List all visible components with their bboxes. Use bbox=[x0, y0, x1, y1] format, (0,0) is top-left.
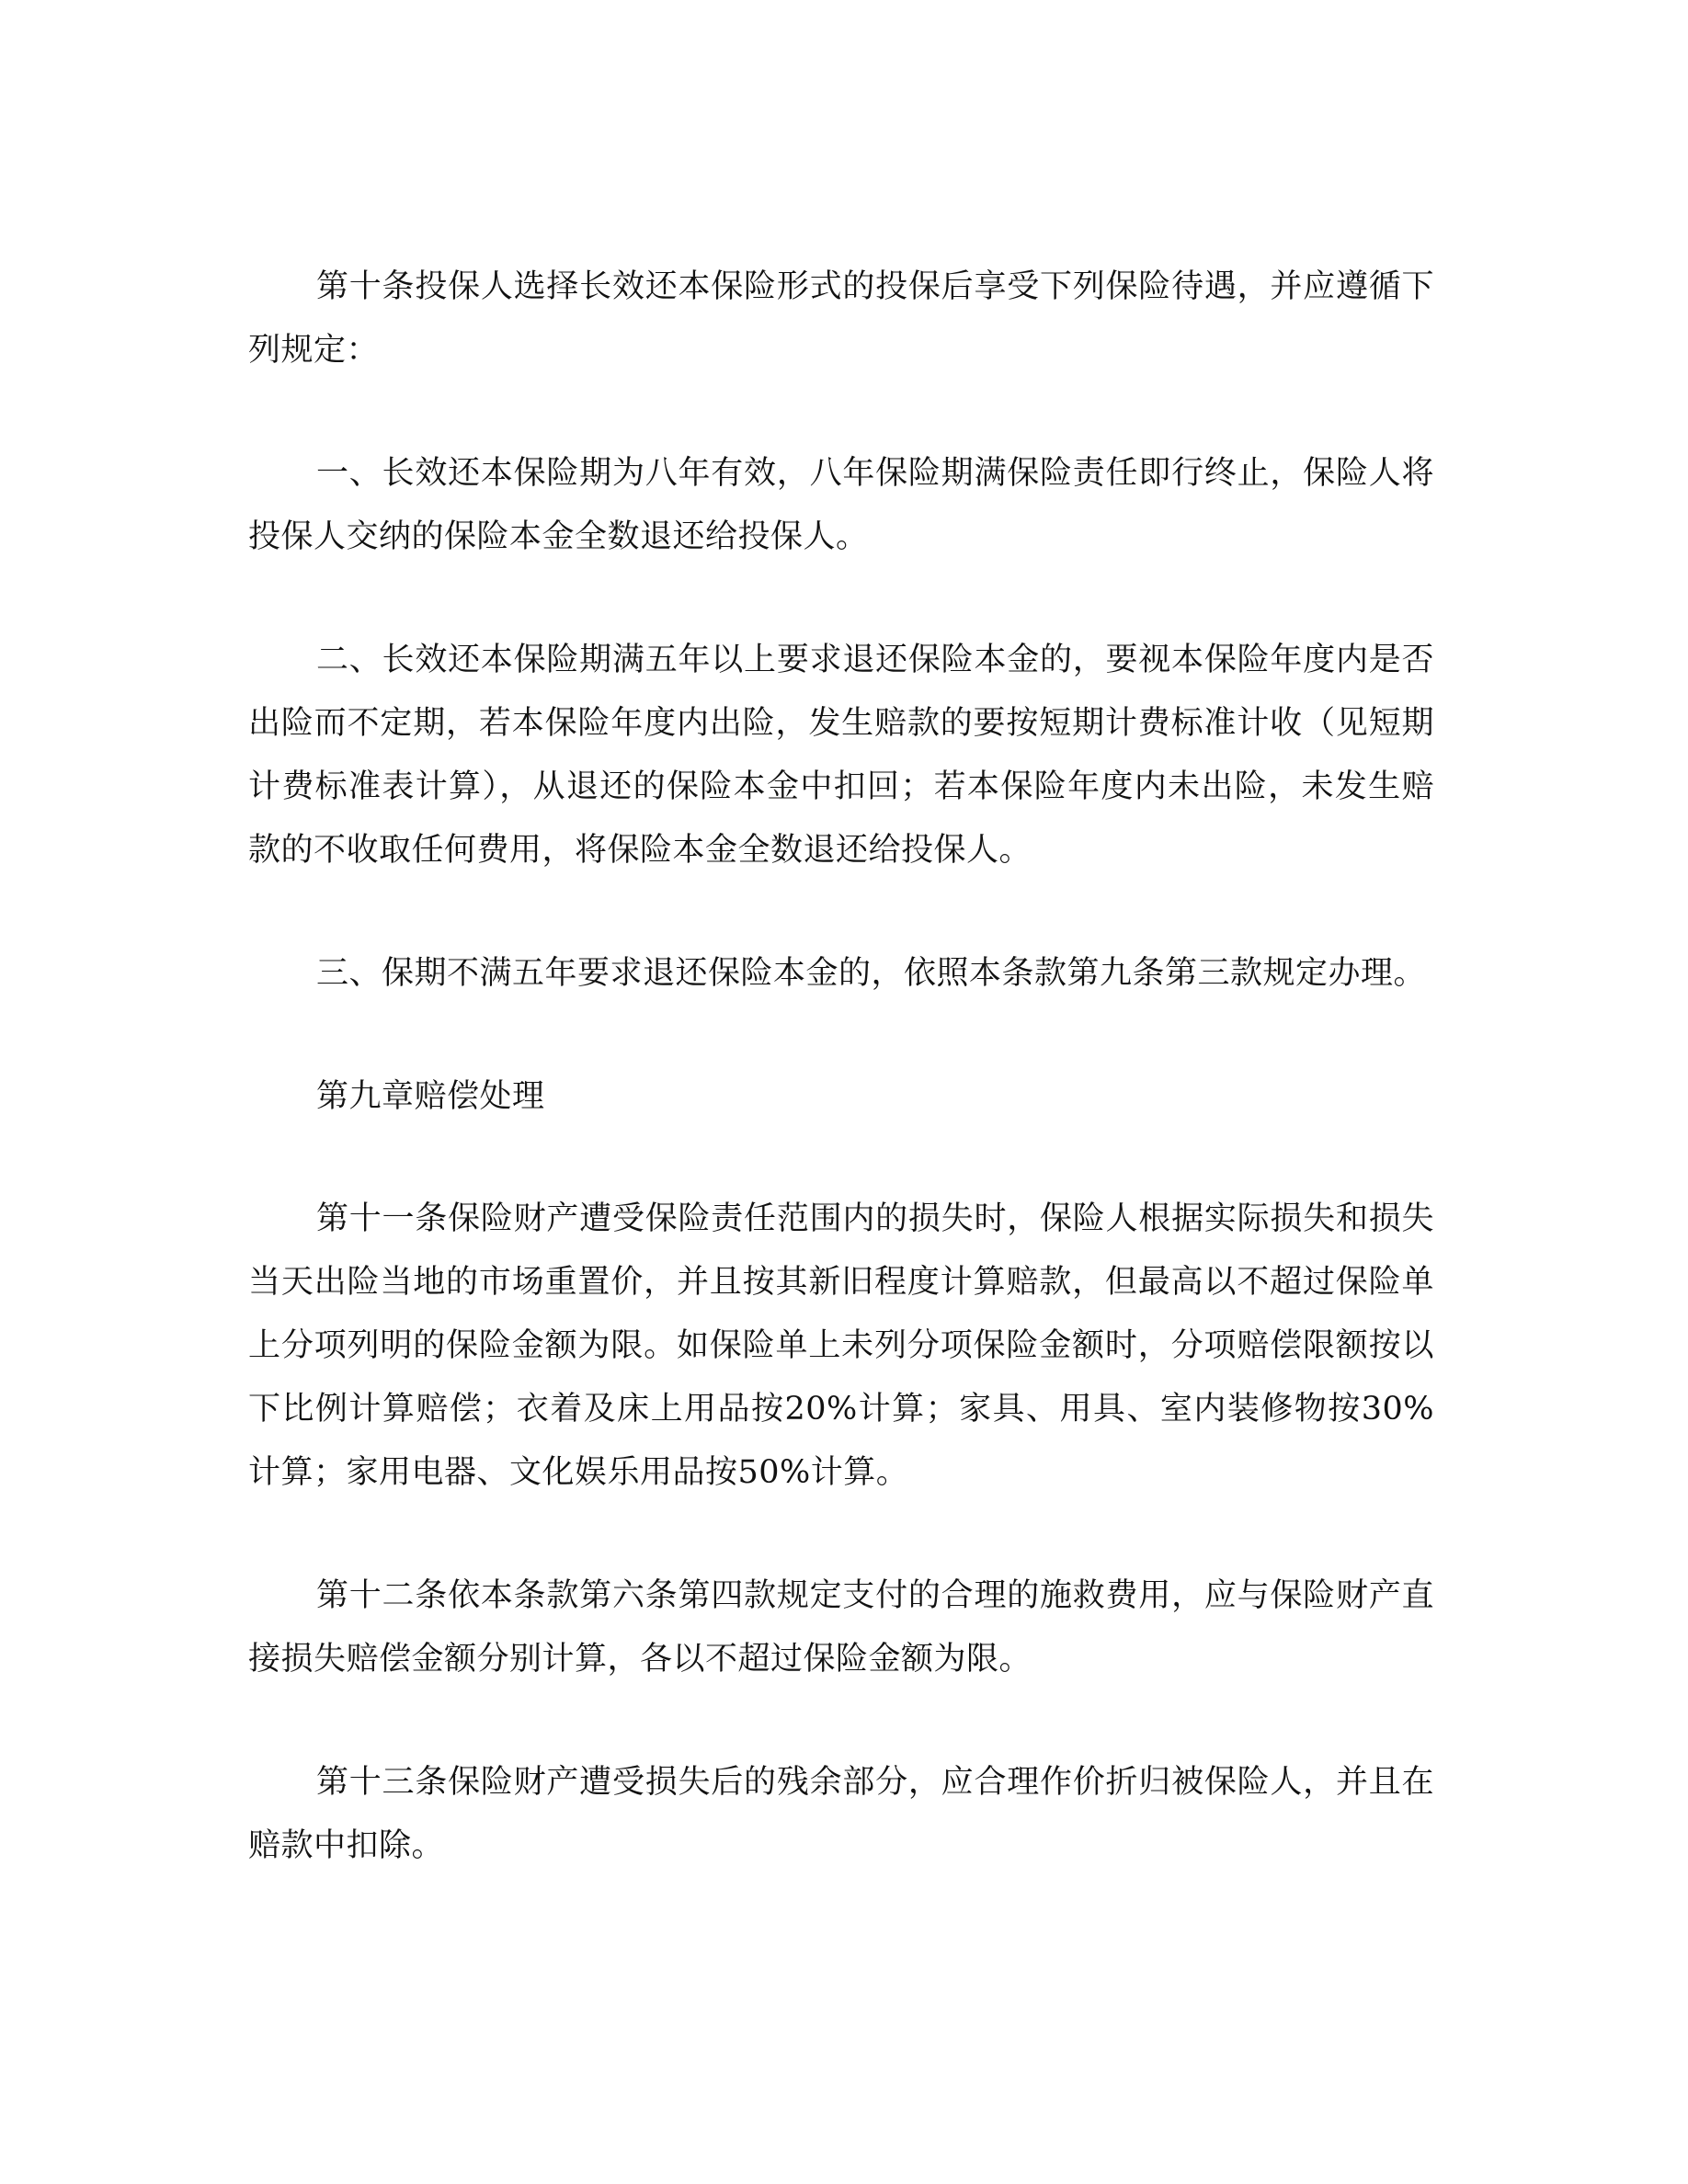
paragraph-article-11: 第十一条保险财产遭受保险责任范围内的损失时，保险人根据实际损失和损失当天出险当地的市场重置价，并且按其新旧程度计算赔款，但最高以不超过保险单上分项列明的保险金额为限。如保险单上未列分项保险金额时，分项赔偿限额按以下比例计算赔偿；衣着及床上用品按20%计算；家具、用具、室内装修物按30%计算；家用电器、文化娱乐用品按50%计算。 bbox=[248, 1200, 1434, 1491]
paragraph-clause-3: 三、保期不满五年要求退还保险本金的，依照本条款第九条第三款规定办理。 bbox=[316, 955, 1427, 992]
paragraph-article-13: 第十三条保险财产遭受损失后的残余部分，应合理作价折归被保险人，并且在赔款中扣除。 bbox=[248, 1764, 1434, 1864]
paragraph-article-10: 第十条投保人选择长效还本保险形式的投保后享受下列保险待遇，并应遵循下列规定： bbox=[248, 268, 1434, 369]
paragraph-clause-2: 二、长效还本保险期满五年以上要求退还保险本金的，要视本保险年度内是否出险而不定期，若本保险年度内出险，发生赔款的要按短期计费标准计收（见短期计费标准表计算），从退还的保险本金中扣回；若本保险年度内未出险，未发生赔款的不收取任何费用，将保险本金全数退还给投保人。 bbox=[248, 642, 1434, 869]
chapter-heading: 第九章赔偿处理 bbox=[316, 1078, 545, 1115]
paragraph-clause-1: 一、长效还本保险期为八年有效，八年保险期满保险责任即行终止，保险人将投保人交纳的保险本金全数退还给投保人。 bbox=[248, 455, 1434, 555]
paragraph-article-12: 第十二条依本条款第六条第四款规定支付的合理的施救费用，应与保险财产直接损失赔偿金额分别计算，各以不超过保险金额为限。 bbox=[248, 1577, 1434, 1678]
document-body bbox=[248, 256, 1434, 1938]
